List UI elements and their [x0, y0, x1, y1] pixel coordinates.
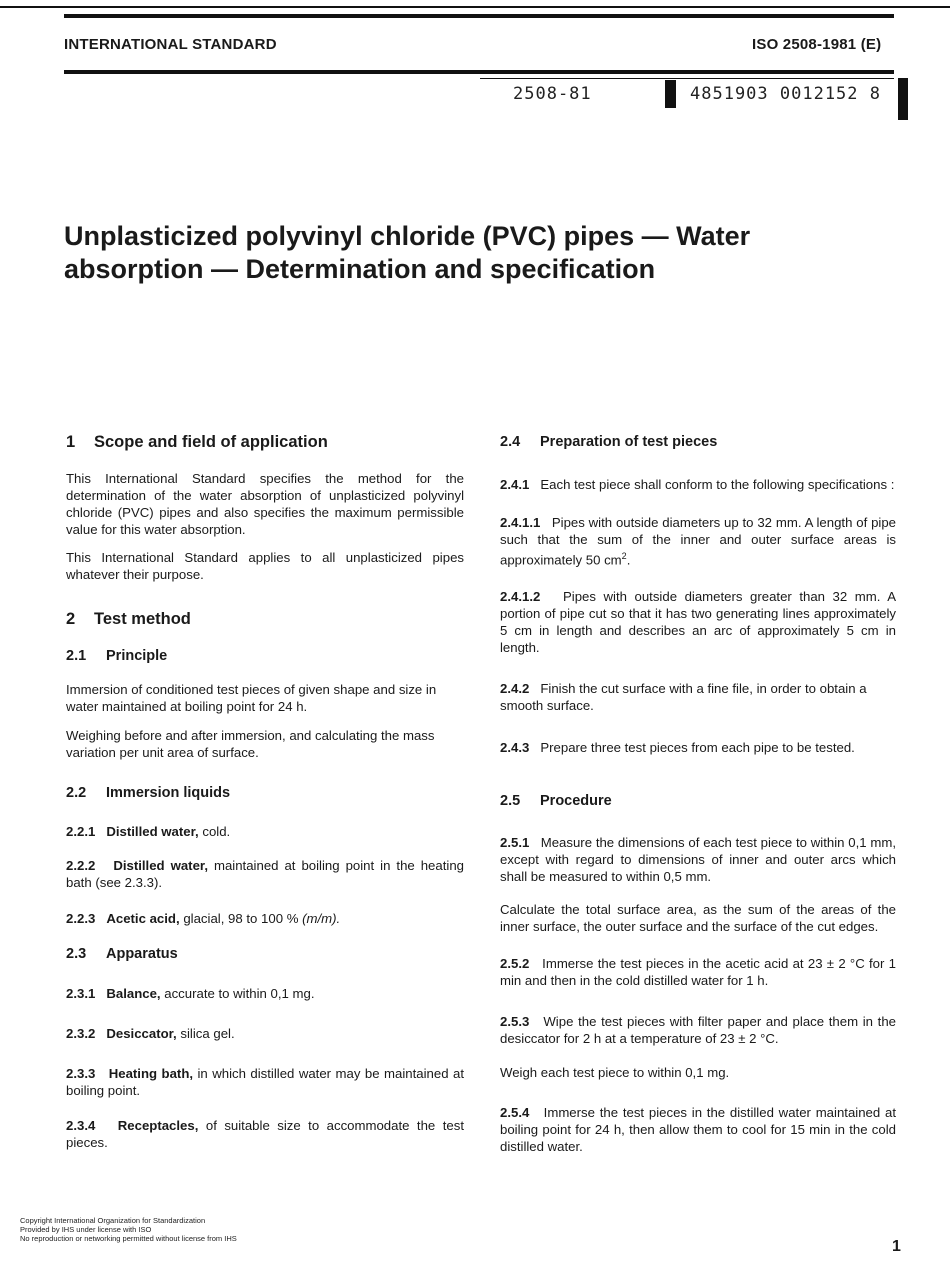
section-1-para-1: This International Standard specifies the method for the determination of the water absorption of unplasticized polyvinyl chloride (PVC) pipes and also specifies the maximum permissible value for this water absorption. [66, 471, 464, 537]
clause-2-2-2: 2.2.2 Distilled water, maintained at boiling point in the heating bath (see 2.3.3). [66, 858, 464, 890]
clause-2-5-1-para-2: Calculate the total surface area, as the sum of the areas of the inner surface, the outer surface and the surface of the cut edges. [500, 902, 896, 935]
section-2-heading: 2 Test method [66, 610, 191, 628]
clause-2-5-3: 2.5.3 Wipe the test pieces with filter paper and place them in the desiccator for 2 h at a temperature of 23 ± 2 °C. [500, 1014, 897, 1047]
copyright-line-1: Copyright International Organization for Standardization [20, 1216, 206, 1225]
section-2-5-heading: 2.5 Procedure [500, 793, 612, 810]
clause-2-3-4: 2.3.4 Receptacles, of suitable size to accommodate the test pieces. [66, 1118, 464, 1150]
title-line-1: Unplasticized polyvinyl chloride (PVC) pipes — Water [64, 221, 751, 251]
top-rule [0, 6, 950, 8]
clause-2-5-4: 2.5.4 Immerse the test pieces in the distilled water maintained at boiling point for 24 h, then allow them to cool for 15 min in the cold distilled water. [500, 1105, 896, 1155]
header-rule-bottom [64, 70, 894, 74]
code-bar-left [665, 80, 676, 108]
header-rule-top [64, 14, 894, 18]
section-2-1-para-1: Immersion of conditioned test pieces of given shape and size in water maintained at boiling point for 24 h. [66, 682, 437, 714]
left-column [66, 434, 464, 1151]
section-2-2-heading: 2.2 Immersion liquids [66, 785, 231, 801]
clause-2-3-1: 2.3.1 Balance, accurate to within 0,1 mg. [66, 986, 315, 1001]
clause-2-5-2: 2.5.2 Immerse the test pieces in the acetic acid at 23 ± 2 °C for 1 min and then in the cold distilled water for 1 h. [500, 956, 896, 989]
right-column [500, 434, 896, 1155]
clause-2-3-3: 2.3.3 Heating bath, in which distilled water may be maintained at boiling point. [66, 1066, 464, 1098]
document-title [64, 220, 864, 286]
section-1-heading: 1 Scope and field of application [66, 433, 328, 451]
clause-2-4-1-1: 2.4.1.1 Pipes with outside diameters up to 32 mm. A length of pipe such that the sum of the inner and outer surface areas is approximately 50 $cm^2$. [500, 515, 896, 568]
clause-2-4-1-2: 2.4.1.2 Pipes with outside diameters greater than 32 mm. A portion of pipe cut so that it has two generating lines approximately 5 cm in length and describes an arc of approximately 5 cm in length. [500, 589, 897, 656]
section-2-1-para-2: Weighing before and after immersion, and calculating the mass variation per unit area of surface. [66, 728, 435, 760]
header-standard-label: INTERNATIONAL STANDARD [64, 36, 277, 53]
section-2-3-heading: 2.3 Apparatus [66, 946, 178, 962]
section-2-4-heading: 2.4 Preparation of test pieces [500, 434, 718, 450]
doc-code-left: 2508-81 [513, 84, 592, 104]
header-standard-number: ISO 2508-1981 (E) [752, 36, 882, 53]
page-number: 1 [892, 1238, 901, 1255]
clause-2-4-2: 2.4.2 Finish the cut surface with a fine file, in order to obtain a smooth surface. [500, 681, 867, 714]
clause-2-2-3: 2.2.3 Acetic acid, glacial, 98 to 100 % (m/m). [66, 911, 341, 926]
copyright-line-3: No reproduction or networking permitted without license from IHS [20, 1234, 237, 1243]
title-line-2: absorption — Determination and specification [64, 254, 656, 284]
copyright-notice [20, 1216, 237, 1243]
clause-2-5-1: 2.5.1 Measure the dimensions of each test piece to within 0,1 mm, except with regard to dimensions of inner and outer arcs which shall be measured to within 0,5 mm. [500, 835, 896, 885]
clause-2-5-3-para-2: Weigh each test piece to within 0,1 mg. [500, 1065, 730, 1081]
section-2-1-heading: 2.1 Principle [66, 648, 168, 664]
code-bar-right [898, 78, 908, 120]
clause-2-4-1: 2.4.1 Each test piece shall conform to the following specifications : [500, 477, 895, 492]
section-1-para-2: This International Standard applies to all unplasticized pipes whatever their purpose. [66, 550, 464, 582]
clause-2-3-2: 2.3.2 Desiccator, silica gel. [66, 1026, 235, 1041]
clause-2-4-3: 2.4.3 Prepare three test pieces from each pipe to be tested. [500, 740, 855, 756]
doc-code-right: 4851903 0012152 8 [690, 84, 881, 104]
header-rule-thin [480, 78, 894, 79]
clause-2-2-1: 2.2.1 Distilled water, cold. [66, 824, 231, 839]
copyright-line-2: Provided by IHS under license with ISO [20, 1225, 152, 1234]
